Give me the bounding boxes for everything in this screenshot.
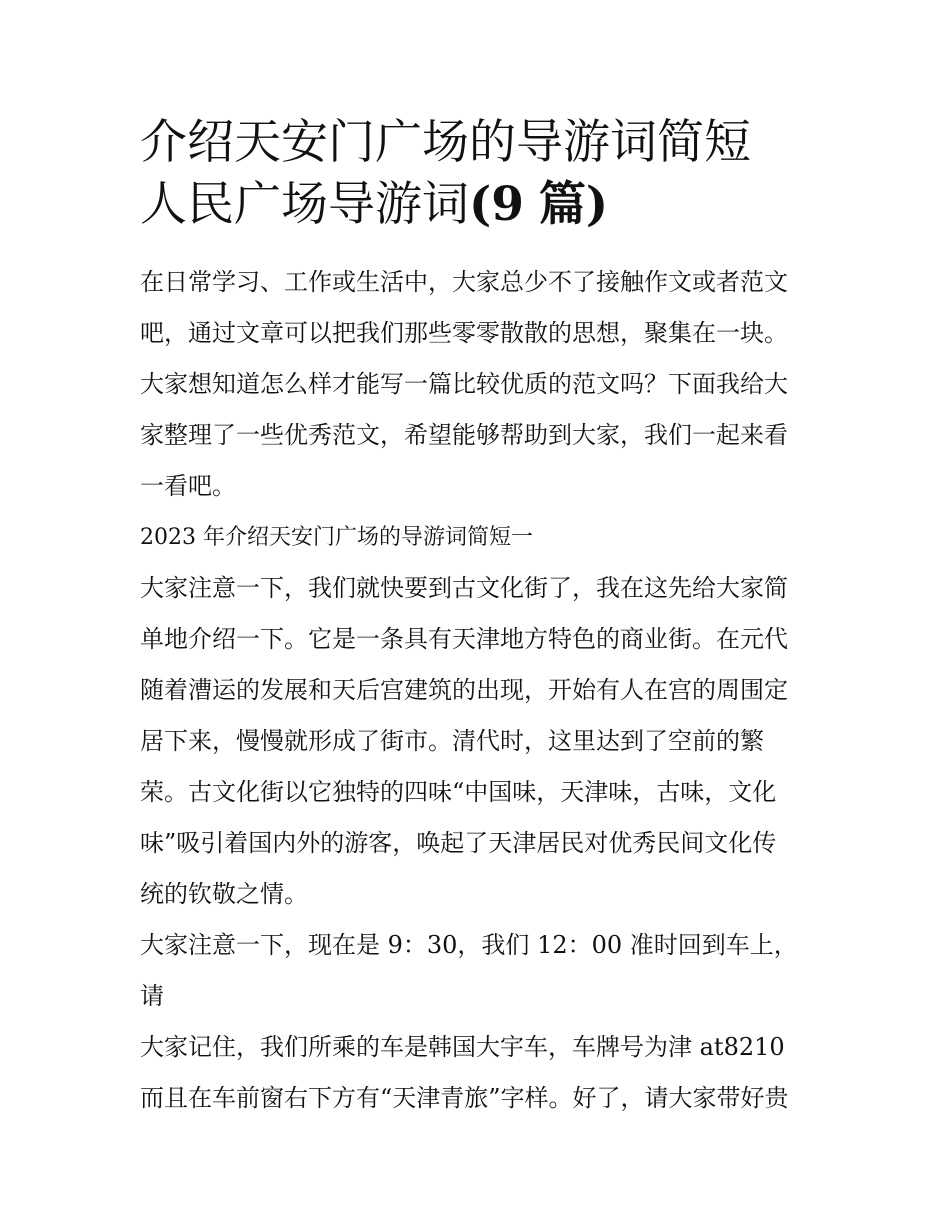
title-line-2: 人民广场导游词 [140, 177, 469, 232]
paragraph-line: 单地介绍一下。它是一条具有天津地方特色的商业街。在元代 [140, 625, 788, 653]
body-paragraph-2 [140, 920, 815, 1124]
intro-line: 家整理了一些优秀范文，希望能够帮助到大家，我们一起来看 [140, 421, 788, 449]
paragraph-line: 大家注意一下，我们就快要到古文化街了，我在这先给大家简 [140, 574, 788, 602]
paragraph-line: 统的钦敬之情。 [140, 880, 308, 908]
paragraph-line: 大家记住，我们所乘的车是韩国大宇车，车牌号为津 at8210 [140, 1033, 785, 1061]
intro-line: 在日常学习、工作或生活中，大家总少不了接触作文或者范文 [140, 268, 788, 296]
title-line-1: 介绍天安门广场的导游词简短 [140, 115, 751, 170]
paragraph-line: 大家注意一下，现在是 9：30，我们 12：00 准时回到车上，请 [140, 931, 798, 1010]
body-paragraph-1 [140, 563, 815, 920]
document-title [140, 112, 815, 236]
paragraph-line: 味”吸引着国内外的游客，唤起了天津居民对优秀民间文化传 [140, 829, 777, 857]
paragraph-line: 而且在车前窗右下方有“天津青旅”字样。好了，请大家带好贵 [140, 1084, 789, 1112]
intro-line: 大家想知道怎么样才能写一篇比较优质的范文吗？下面我给大 [140, 370, 788, 398]
title-line-2-tail: 篇) [538, 177, 609, 232]
intro-line: 吧，通过文章可以把我们那些零零散散的思想，聚集在一块。 [140, 319, 788, 347]
intro-line: 一看吧。 [140, 472, 236, 500]
intro-paragraph [140, 257, 815, 512]
section-heading: 2023 年介绍天安门广场的导游词简短一 [140, 525, 533, 550]
paragraph-line: 居下来，慢慢就形成了街市。清代时，这里达到了空前的繁 [140, 727, 764, 755]
title-line-2-count: (9 [469, 177, 524, 232]
document-page [140, 112, 815, 1124]
paragraph-line: 随着漕运的发展和天后宫建筑的出现，开始有人在宫的周围定 [140, 676, 788, 704]
paragraph-line: 荣。古文化街以它独特的四味“中国味，天津味，古味，文化 [140, 778, 777, 806]
